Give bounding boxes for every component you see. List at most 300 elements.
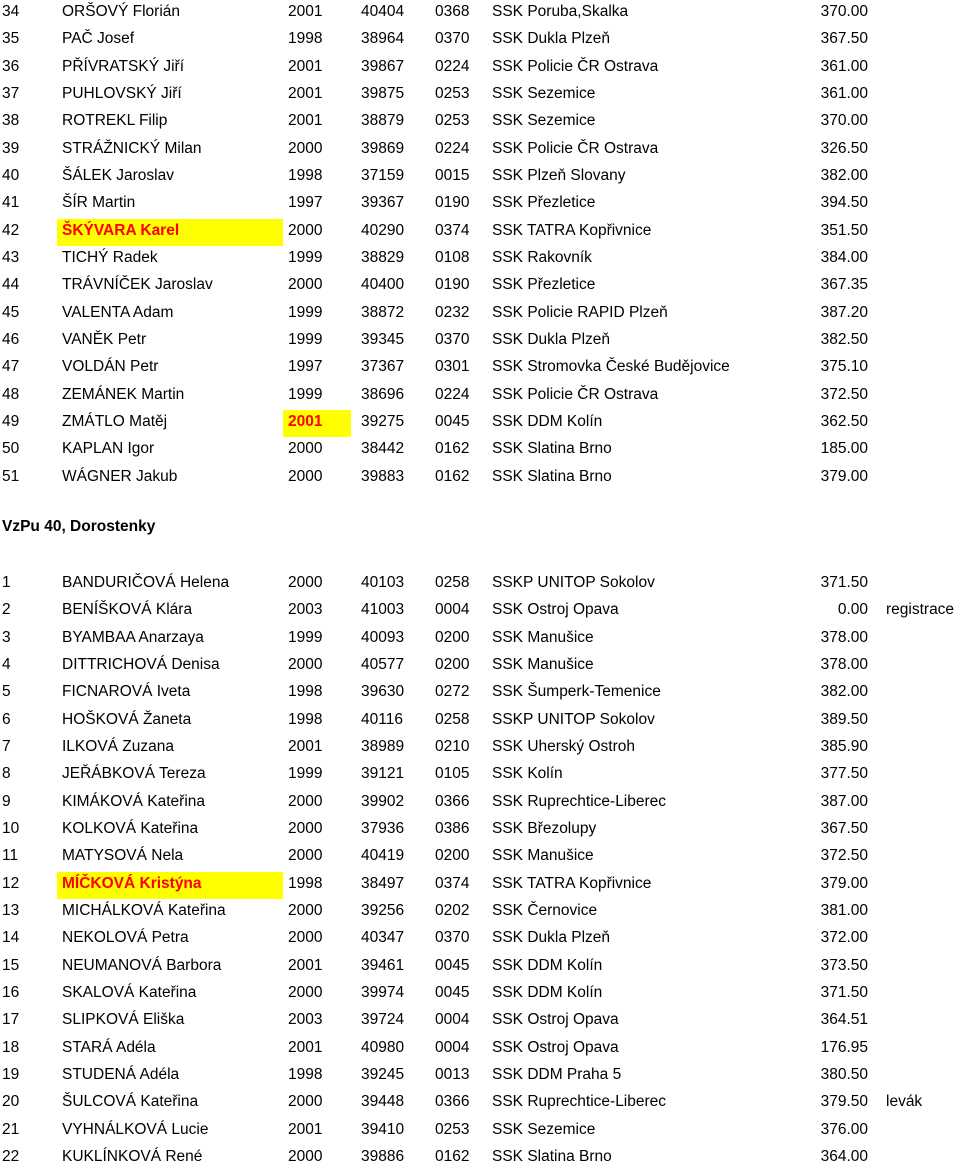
- cell-points: 384.00: [820, 248, 868, 266]
- cell-year: 1998: [288, 1065, 323, 1083]
- cell-code: 0370: [435, 929, 470, 947]
- cell-name: ŠULCOVÁ Kateřina: [62, 1093, 199, 1111]
- cell-name: ILKOVÁ Zuzana: [62, 737, 175, 755]
- table-row: [0, 1118, 960, 1145]
- cell-code: 0374: [435, 221, 470, 239]
- cell-name: SKALOVÁ Kateřina: [62, 983, 197, 1001]
- cell-no: 4: [2, 655, 11, 673]
- cell-year: 2001: [288, 112, 323, 130]
- cell-year: 2001: [288, 956, 323, 974]
- cell-id: 40419: [361, 847, 405, 865]
- cell-name: VANĚK Petr: [62, 330, 147, 348]
- cell-id: 39448: [361, 1093, 405, 1111]
- cell-name: TRÁVNÍČEK Jaroslav: [62, 276, 213, 294]
- cell-points: 389.50: [820, 710, 868, 728]
- cell-code: 0045: [435, 983, 470, 1001]
- cell-no: 19: [2, 1065, 20, 1083]
- cell-id: 39630: [361, 683, 405, 701]
- table-row: [0, 598, 960, 625]
- table-row: [0, 1145, 960, 1172]
- cell-id: 39367: [361, 194, 405, 212]
- cell-name: BYAMBAA Anarzaya: [62, 628, 204, 646]
- cell-club: SSK Sezemice: [492, 112, 596, 130]
- cell-id: 39121: [361, 765, 405, 783]
- table-row: [0, 680, 960, 707]
- cell-name: ORŠOVÝ Florián: [62, 3, 181, 20]
- cell-no: 22: [2, 1147, 20, 1165]
- cell-code: 0004: [435, 601, 470, 619]
- cell-name: VALENTA Adam: [62, 303, 174, 321]
- cell-name: SLIPKOVÁ Eliška: [62, 1011, 185, 1029]
- cell-code: 0013: [435, 1065, 470, 1083]
- table-row: [0, 872, 960, 899]
- results-table-dorostenky: [0, 571, 960, 1172]
- table-row: [0, 301, 960, 328]
- cell-points: 367.50: [820, 30, 868, 48]
- cell-note: registrace: [886, 601, 955, 619]
- cell-points: 371.50: [820, 983, 868, 1001]
- cell-club: SSK TATRA Kopřivnice: [492, 874, 652, 892]
- cell-name: HOŠKOVÁ Žaneta: [62, 710, 192, 728]
- cell-club: SSK Dukla Plzeň: [492, 929, 611, 947]
- cell-club: SSK Dukla Plzeň: [492, 30, 611, 48]
- cell-id: 40577: [361, 655, 405, 673]
- table-row: [0, 762, 960, 789]
- cell-points: 385.90: [820, 737, 868, 755]
- cell-code: 0200: [435, 628, 470, 646]
- cell-name: MICHÁLKOVÁ Kateřina: [62, 901, 226, 919]
- cell-club: SSK Ruprechtice-Liberec: [492, 1093, 667, 1111]
- table-row: [0, 27, 960, 54]
- table-row: [0, 0, 960, 27]
- cell-no: 9: [2, 792, 11, 810]
- cell-code: 0162: [435, 467, 470, 485]
- table-row: [0, 164, 960, 191]
- cell-code: 0045: [435, 956, 470, 974]
- cell-code: 0162: [435, 440, 470, 458]
- table-row: [0, 981, 960, 1008]
- cell-club: SSK Poruba,Skalka: [492, 3, 629, 20]
- cell-id: 38879: [361, 112, 405, 130]
- table-row: [0, 246, 960, 273]
- cell-year: 2001: [288, 1120, 323, 1138]
- cell-club: SSK Ostroj Opava: [492, 1011, 619, 1029]
- cell-id: 38497: [361, 874, 405, 892]
- table-row: [0, 355, 960, 382]
- cell-year: 2000: [288, 929, 323, 947]
- cell-year: 1999: [288, 330, 323, 348]
- cell-no: 8: [2, 765, 11, 783]
- cell-name: STARÁ Adéla: [62, 1038, 156, 1056]
- cell-points: 382.50: [820, 330, 868, 348]
- cell-no: 7: [2, 737, 11, 755]
- table-row: [0, 219, 960, 246]
- cell-no: 47: [2, 358, 20, 376]
- cell-club: SSK Ruprechtice-Liberec: [492, 792, 667, 810]
- cell-no: 1: [2, 574, 11, 591]
- table-row: [0, 954, 960, 981]
- cell-points: 373.50: [820, 956, 868, 974]
- table-row: [0, 465, 960, 492]
- cell-id: 40093: [361, 628, 405, 646]
- cell-code: 0108: [435, 248, 470, 266]
- cell-year: 2000: [288, 276, 323, 294]
- cell-club: SSK Šumperk-Temenice: [492, 683, 661, 701]
- table-row: [0, 626, 960, 653]
- cell-no: 35: [2, 30, 20, 48]
- cell-no: 12: [2, 874, 20, 892]
- cell-id: 38696: [361, 385, 405, 403]
- table-row: [0, 383, 960, 410]
- cell-id: 39245: [361, 1065, 405, 1083]
- cell-id: 38442: [361, 440, 405, 458]
- cell-code: 0210: [435, 737, 470, 755]
- cell-points: 372.50: [820, 847, 868, 865]
- cell-club: SSKP UNITOP Sokolov: [492, 710, 655, 728]
- cell-code: 0004: [435, 1038, 470, 1056]
- cell-id: 37936: [361, 819, 405, 837]
- cell-code: 0370: [435, 330, 470, 348]
- cell-points: 379.00: [820, 467, 868, 485]
- cell-id: 39275: [361, 412, 405, 430]
- cell-id: 40404: [361, 3, 405, 20]
- cell-code: 0366: [435, 792, 470, 810]
- cell-club: SSK Březolupy: [492, 819, 597, 837]
- cell-year: 2000: [288, 1147, 323, 1165]
- cell-club: SSK Rakovník: [492, 248, 592, 266]
- cell-no: 45: [2, 303, 20, 321]
- cell-points: 370.00: [820, 112, 868, 130]
- cell-no: 20: [2, 1093, 20, 1111]
- cell-points: 361.00: [820, 57, 868, 75]
- cell-no: 11: [2, 847, 19, 865]
- cell-id: 39902: [361, 792, 405, 810]
- cell-club: SSK DDM Kolín: [492, 983, 603, 1001]
- cell-name: VOLDÁN Petr: [62, 358, 159, 376]
- cell-code: 0200: [435, 847, 470, 865]
- cell-code: 0253: [435, 84, 470, 102]
- cell-no: 44: [2, 276, 20, 294]
- cell-code: 0301: [435, 358, 470, 376]
- cell-year: 2000: [288, 655, 323, 673]
- cell-points: 370.00: [820, 3, 868, 20]
- cell-code: 0190: [435, 276, 470, 294]
- table-row: [0, 437, 960, 464]
- table-row: [0, 1008, 960, 1035]
- table-row: [0, 571, 960, 598]
- cell-name: ŠKÝVARA Karel: [57, 219, 283, 246]
- cell-no: 46: [2, 330, 20, 348]
- cell-club: SSK Sezemice: [492, 84, 596, 102]
- cell-no: 10: [2, 819, 20, 837]
- cell-year: 2000: [288, 983, 323, 1001]
- cell-name: ROTREKL Filip: [62, 112, 168, 130]
- table-row: [0, 273, 960, 300]
- cell-code: 0386: [435, 819, 470, 837]
- cell-name: NEUMANOVÁ Barbora: [62, 956, 222, 974]
- cell-no: 39: [2, 139, 20, 157]
- cell-points: 364.51: [820, 1011, 868, 1029]
- cell-club: SSK Slatina Brno: [492, 440, 612, 458]
- section-heading: VzPu 40, Dorostenky: [2, 518, 156, 535]
- cell-name: STRÁŽNICKÝ Milan: [62, 139, 202, 157]
- table-row: [0, 1063, 960, 1090]
- cell-code: 0374: [435, 874, 470, 892]
- cell-club: SSK DDM Praha 5: [492, 1065, 622, 1083]
- cell-club: SSK Dukla Plzeň: [492, 330, 611, 348]
- cell-club: SSK Policie RAPID Plzeň: [492, 303, 668, 321]
- cell-code: 0258: [435, 574, 470, 591]
- cell-name: KOLKOVÁ Kateřina: [62, 819, 199, 837]
- cell-code: 0224: [435, 139, 470, 157]
- cell-year: 2000: [288, 792, 323, 810]
- cell-name: KIMÁKOVÁ Kateřina: [62, 792, 206, 810]
- cell-year: 1999: [288, 248, 323, 266]
- cell-no: 41: [2, 194, 20, 212]
- table-row: [0, 55, 960, 82]
- cell-code: 0190: [435, 194, 470, 212]
- cell-year: 1997: [288, 194, 323, 212]
- cell-no: 49: [2, 412, 20, 430]
- cell-club: SSK DDM Kolín: [492, 956, 603, 974]
- cell-club: SSK Manušice: [492, 628, 594, 646]
- cell-year: 1999: [288, 628, 323, 646]
- cell-code: 0105: [435, 765, 470, 783]
- cell-no: 3: [2, 628, 11, 646]
- cell-club: SSK Sezemice: [492, 1120, 596, 1138]
- cell-no: 17: [2, 1011, 20, 1029]
- cell-club: SSKP UNITOP Sokolov: [492, 574, 655, 591]
- cell-year: 2000: [288, 139, 323, 157]
- cell-note: levák: [886, 1093, 923, 1111]
- cell-club: SSK Ostroj Opava: [492, 601, 619, 619]
- cell-points: 379.00: [820, 874, 868, 892]
- cell-year: 1998: [288, 166, 323, 184]
- cell-code: 0370: [435, 30, 470, 48]
- cell-points: 382.00: [820, 166, 868, 184]
- cell-year: 1999: [288, 303, 323, 321]
- cell-points: 375.10: [820, 358, 868, 376]
- cell-id: 37367: [361, 358, 405, 376]
- cell-name: PUHLOVSKÝ Jiří: [62, 84, 182, 102]
- cell-id: 38829: [361, 248, 405, 266]
- cell-points: 371.50: [820, 574, 868, 591]
- cell-year: 2001: [288, 3, 323, 20]
- table-row: [0, 653, 960, 680]
- table-row: [0, 328, 960, 355]
- cell-club: SSK DDM Kolín: [492, 412, 603, 430]
- cell-id: 39869: [361, 139, 405, 157]
- cell-points: 367.35: [820, 276, 868, 294]
- cell-points: 372.50: [820, 385, 868, 403]
- cell-code: 0004: [435, 1011, 470, 1029]
- cell-club: SSK Slatina Brno: [492, 1147, 612, 1165]
- cell-id: 39410: [361, 1120, 405, 1138]
- cell-points: 376.00: [820, 1120, 868, 1138]
- cell-name: NEKOLOVÁ Petra: [62, 929, 189, 947]
- cell-no: 14: [2, 929, 20, 947]
- cell-id: 40980: [361, 1038, 405, 1056]
- cell-code: 0272: [435, 683, 470, 701]
- cell-points: 382.00: [820, 683, 868, 701]
- cell-no: 43: [2, 248, 20, 266]
- cell-points: 372.00: [820, 929, 868, 947]
- cell-no: 51: [2, 467, 20, 485]
- cell-club: SSK Slatina Brno: [492, 467, 612, 485]
- cell-club: SSK Policie ČR Ostrava: [492, 57, 659, 75]
- cell-id: 38989: [361, 737, 405, 755]
- cell-year: 2000: [288, 467, 323, 485]
- table-row: [0, 926, 960, 953]
- cell-code: 0045: [435, 412, 470, 430]
- cell-points: 380.50: [820, 1065, 868, 1083]
- cell-year: 2000: [288, 847, 323, 865]
- table-row: [0, 735, 960, 762]
- cell-year: 2001: [288, 84, 323, 102]
- cell-id: 39256: [361, 901, 405, 919]
- table-row: [0, 790, 960, 817]
- cell-year: 2000: [288, 574, 323, 591]
- cell-id: 39886: [361, 1147, 405, 1165]
- cell-points: 361.00: [820, 84, 868, 102]
- table-row: [0, 899, 960, 926]
- table-row: [0, 817, 960, 844]
- cell-no: 42: [2, 221, 20, 239]
- cell-club: SSK TATRA Kopřivnice: [492, 221, 652, 239]
- cell-code: 0200: [435, 655, 470, 673]
- cell-year: 2000: [288, 819, 323, 837]
- cell-no: 34: [2, 3, 20, 20]
- cell-year: 2003: [288, 601, 323, 619]
- cell-id: 39345: [361, 330, 405, 348]
- cell-year: 2001: [288, 737, 323, 755]
- cell-name: PŘÍVRATSKÝ Jiří: [62, 57, 185, 75]
- cell-code: 0366: [435, 1093, 470, 1111]
- cell-name: KAPLAN Igor: [62, 440, 155, 458]
- cell-club: SSK Přezletice: [492, 276, 596, 294]
- cell-no: 16: [2, 983, 20, 1001]
- cell-id: 38872: [361, 303, 405, 321]
- cell-points: 364.00: [820, 1147, 868, 1165]
- cell-year: 2000: [288, 1093, 323, 1111]
- cell-points: 379.50: [820, 1093, 868, 1111]
- cell-year: 2000: [288, 221, 323, 239]
- cell-points: 176.95: [820, 1038, 868, 1056]
- table-row: [0, 844, 960, 871]
- cell-no: 2: [2, 601, 11, 619]
- cell-year: 2001: [288, 1038, 323, 1056]
- cell-points: 0.00: [837, 601, 868, 619]
- table-row: [0, 82, 960, 109]
- cell-no: 37: [2, 84, 20, 102]
- cell-id: 39867: [361, 57, 405, 75]
- cell-id: 39724: [361, 1011, 405, 1029]
- table-row: [0, 1036, 960, 1063]
- cell-code: 0202: [435, 901, 470, 919]
- cell-code: 0232: [435, 303, 470, 321]
- cell-club: SSK Plzeň Slovany: [492, 166, 626, 184]
- cell-club: SSK Kolín: [492, 765, 563, 783]
- cell-no: 21: [2, 1120, 20, 1138]
- cell-no: 15: [2, 956, 20, 974]
- cell-name: MATYSOVÁ Nela: [62, 847, 184, 865]
- cell-year: 2000: [288, 440, 323, 458]
- cell-points: 367.50: [820, 819, 868, 837]
- cell-id: 41003: [361, 601, 405, 619]
- table-row: [0, 191, 960, 218]
- cell-club: SSK Policie ČR Ostrava: [492, 139, 659, 157]
- cell-year: 1999: [288, 385, 323, 403]
- cell-no: 50: [2, 440, 20, 458]
- table-row: [0, 410, 960, 437]
- table-row: [0, 137, 960, 164]
- cell-no: 18: [2, 1038, 20, 1056]
- cell-year: 1997: [288, 358, 323, 376]
- cell-name: DITTRICHOVÁ Denisa: [62, 655, 220, 673]
- cell-name: FICNAROVÁ Iveta: [62, 683, 191, 701]
- cell-no: 13: [2, 901, 20, 919]
- cell-club: SSK Policie ČR Ostrava: [492, 385, 659, 403]
- table-row: [0, 708, 960, 735]
- cell-code: 0224: [435, 385, 470, 403]
- cell-points: 326.50: [820, 139, 868, 157]
- cell-points: 394.50: [820, 194, 868, 212]
- cell-id: 40347: [361, 929, 405, 947]
- cell-id: 40400: [361, 276, 405, 294]
- cell-no: 6: [2, 710, 11, 728]
- cell-points: 378.00: [820, 628, 868, 646]
- results-table-part1: [0, 0, 960, 492]
- cell-year: 1998: [288, 874, 323, 892]
- cell-club: SSK Manušice: [492, 655, 594, 673]
- cell-id: 39875: [361, 84, 405, 102]
- cell-year: 1998: [288, 710, 323, 728]
- cell-id: 40103: [361, 574, 405, 591]
- cell-id: 39883: [361, 467, 405, 485]
- cell-name: BENÍŠKOVÁ Klára: [62, 601, 193, 619]
- cell-year: 2001: [283, 410, 351, 437]
- cell-year: 2000: [288, 901, 323, 919]
- cell-name: ŠÍR Martin: [62, 194, 136, 212]
- cell-code: 0224: [435, 57, 470, 75]
- cell-name: TICHÝ Radek: [62, 248, 158, 266]
- cell-no: 48: [2, 385, 20, 403]
- cell-points: 362.50: [820, 412, 868, 430]
- cell-code: 0162: [435, 1147, 470, 1165]
- cell-name: MÍČKOVÁ Kristýna: [57, 872, 283, 899]
- cell-points: 351.50: [820, 221, 868, 239]
- cell-no: 38: [2, 112, 20, 130]
- cell-no: 40: [2, 166, 20, 184]
- cell-name: ZEMÁNEK Martin: [62, 385, 185, 403]
- cell-club: SSK Manušice: [492, 847, 594, 865]
- cell-code: 0015: [435, 166, 470, 184]
- cell-year: 1999: [288, 765, 323, 783]
- table-row: [0, 1090, 960, 1117]
- cell-year: 2001: [288, 57, 323, 75]
- cell-name: STUDENÁ Adéla: [62, 1065, 180, 1083]
- cell-name: PAČ Josef: [62, 30, 135, 48]
- cell-club: SSK Stromovka České Budějovice: [492, 358, 730, 376]
- cell-points: 381.00: [820, 901, 868, 919]
- cell-year: 1998: [288, 683, 323, 701]
- cell-points: 185.00: [820, 440, 868, 458]
- cell-name: WÁGNER Jakub: [62, 467, 178, 485]
- cell-code: 0253: [435, 1120, 470, 1138]
- cell-code: 0253: [435, 112, 470, 130]
- cell-code: 0258: [435, 710, 470, 728]
- cell-points: 378.00: [820, 655, 868, 673]
